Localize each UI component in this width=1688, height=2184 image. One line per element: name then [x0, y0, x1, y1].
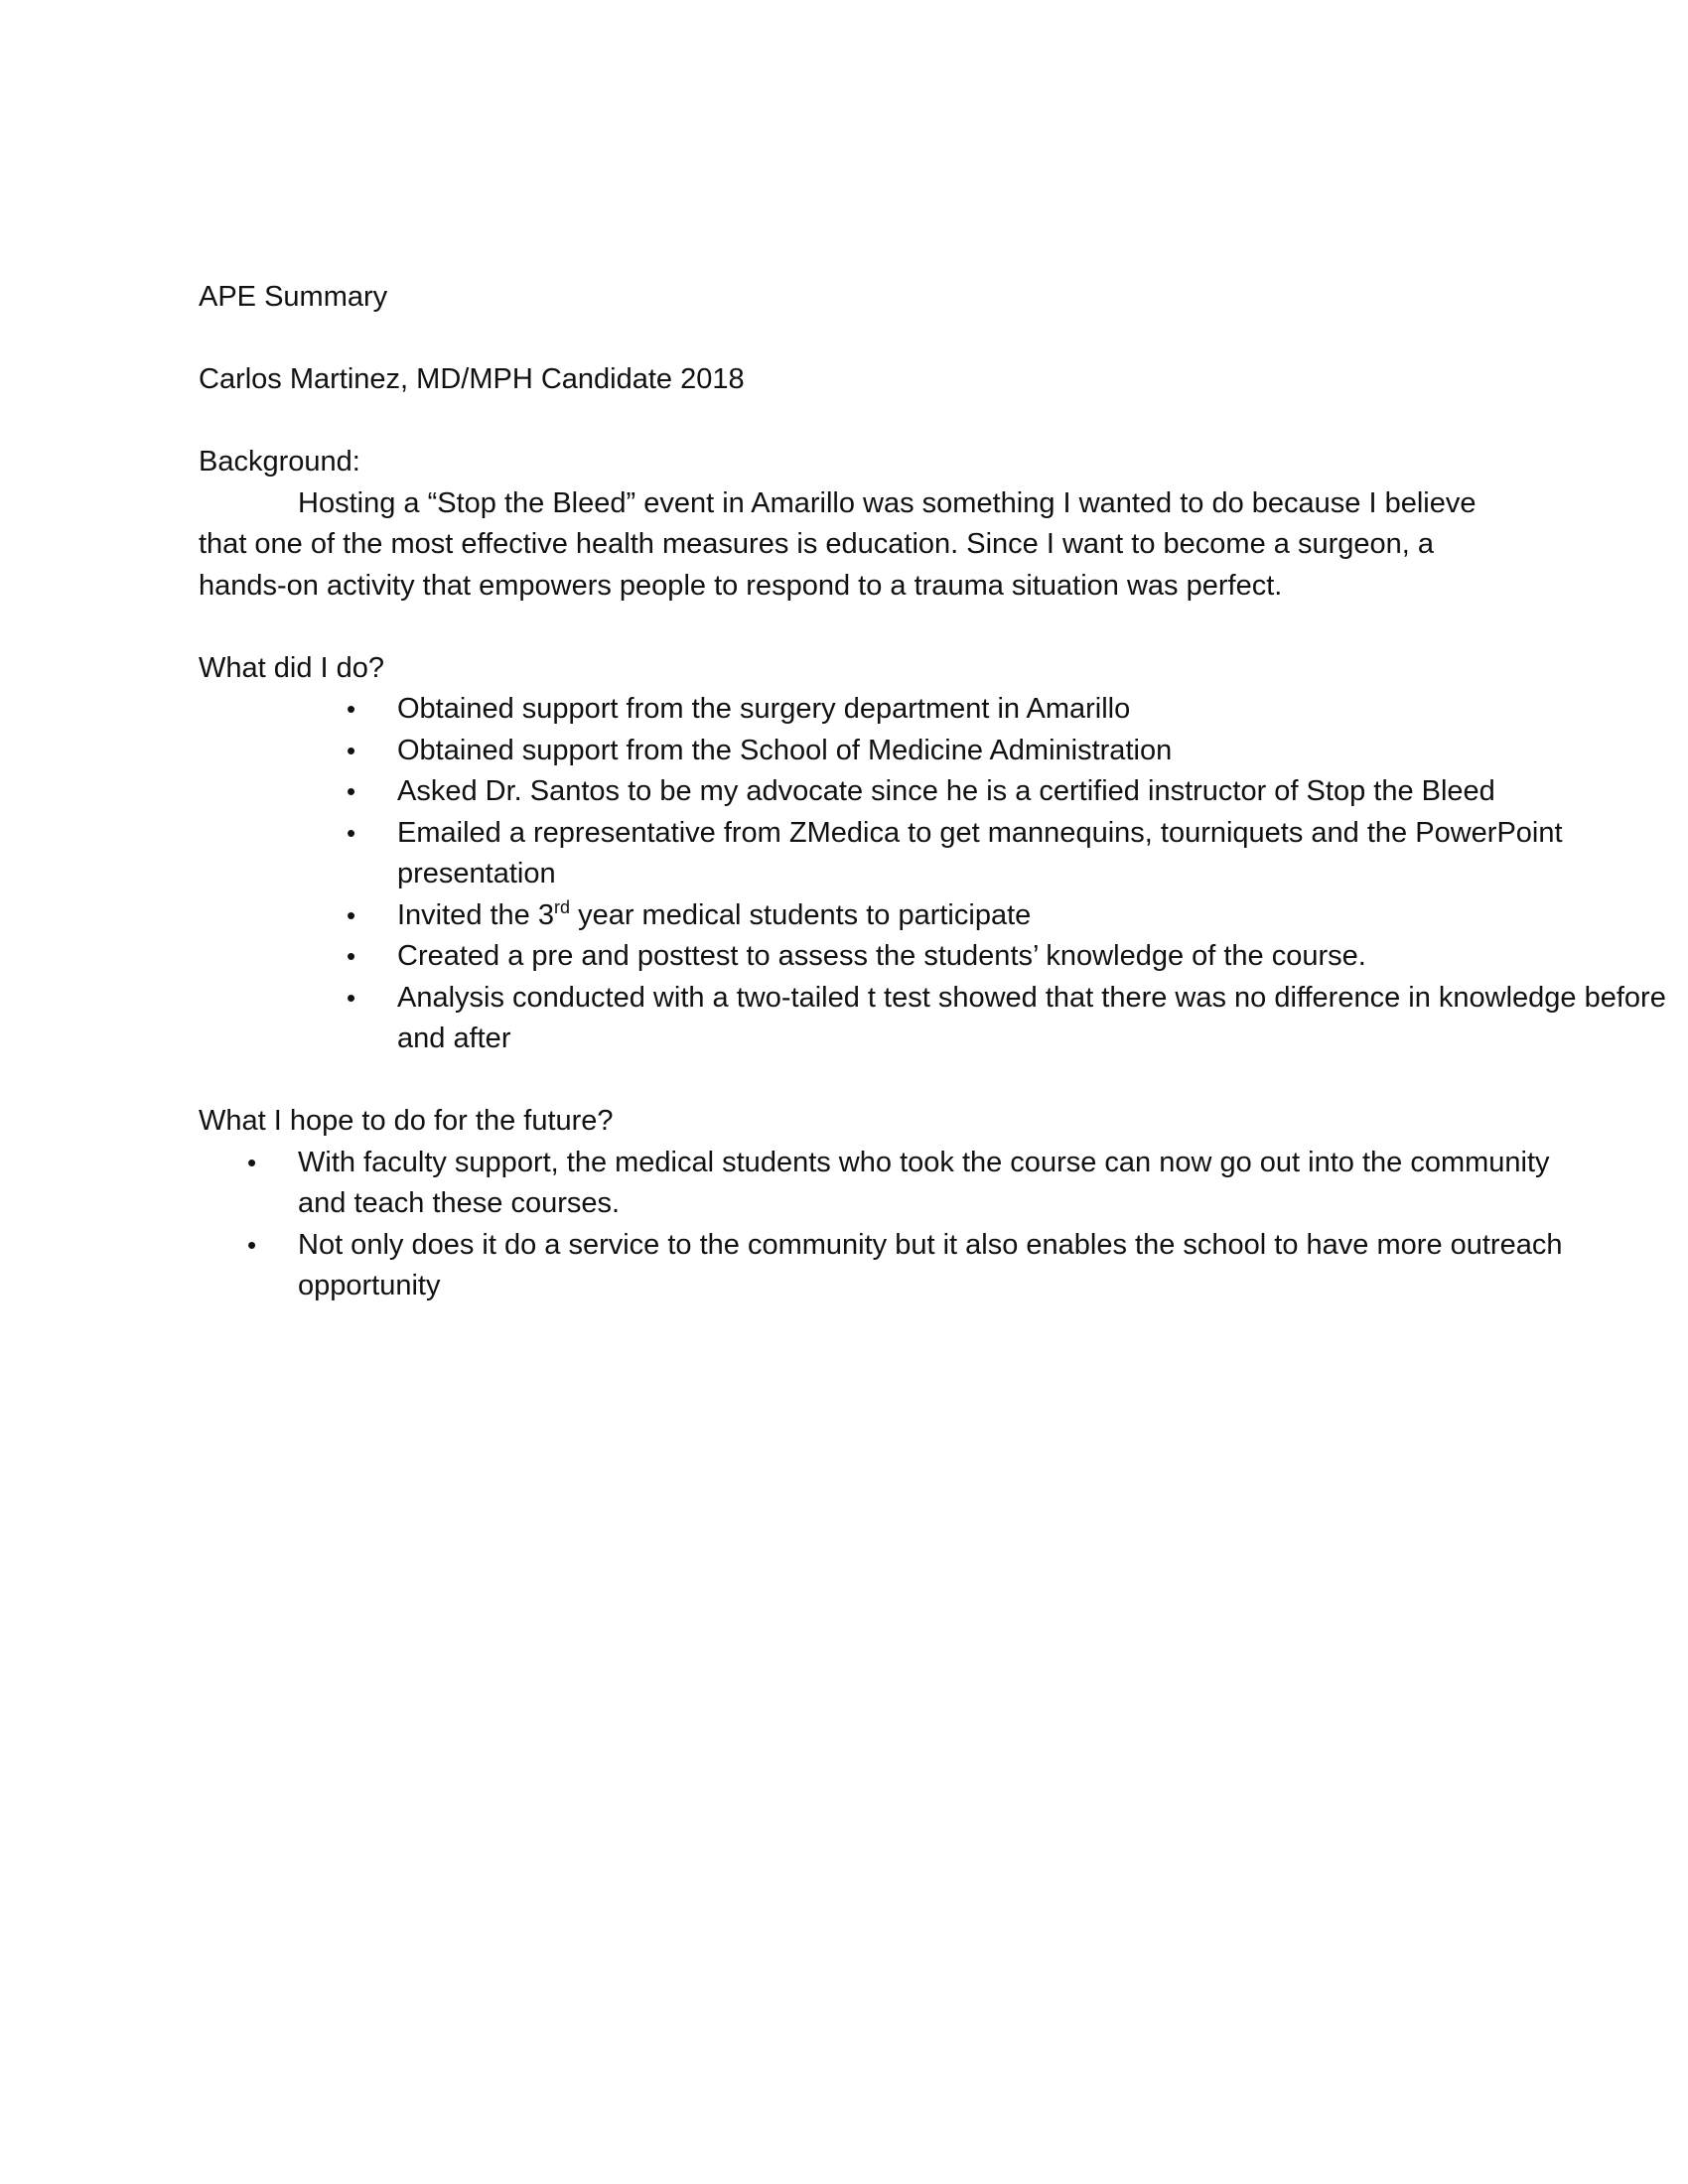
list-item	[199, 978, 1668, 1060]
bullet-icon: •	[347, 776, 356, 806]
list-item	[199, 731, 1668, 772]
ordinal-suffix: rd	[554, 896, 571, 917]
list-item-text: Asked Dr. Santos to be my advocate since he is a certified instructor of Stop the Bleed	[397, 775, 1495, 807]
list-item-text-end: year medical students to participate	[570, 898, 1032, 931]
list-item-text	[397, 896, 1032, 931]
what-did-i-do-heading: What did I do?	[199, 651, 384, 684]
list-item	[199, 895, 1668, 937]
list-item-text: Emailed a representative from ZMedica to get mannequins, tourniquets and the PowerPoint presentation	[397, 816, 1563, 889]
author-line: Carlos Martinez, MD/MPH Candidate 2018	[199, 363, 745, 395]
bullet-icon: •	[347, 817, 356, 848]
document-title: APE Summary	[199, 281, 388, 313]
list-item-text: Obtained support from the surgery department in Amarillo	[397, 693, 1131, 725]
list-item-text: Analysis conducted with a two-tailed t test showed that there was no difference in knowledge before and after	[397, 981, 1666, 1054]
list-item	[199, 689, 1668, 731]
background-paragraph: Hosting a “Stop the Bleed” event in Amarillo was something I wanted to do because I believe that one of the most effective health measures is education. Since I want to become a surgeon, a hands-on activity that empowers people to respond to a trauma situation was perfect.	[199, 486, 1477, 602]
future-heading: What I hope to do for the future?	[199, 1105, 614, 1137]
bullet-icon: •	[347, 941, 356, 971]
list-item-text: Obtained support from the School of Medicine Administration	[397, 734, 1173, 766]
future-list	[199, 1143, 1563, 1307]
list-item	[199, 936, 1668, 978]
list-item	[199, 1225, 1589, 1307]
spacer	[199, 401, 1489, 443]
list-item-text: Not only does it do a service to the community but it also enables the school to have more outreach opportunity	[298, 1228, 1563, 1301]
bullet-icon: •	[347, 735, 356, 765]
bullet-icon: •	[347, 982, 356, 1013]
spacer	[199, 1060, 1489, 1102]
bullet-icon: •	[347, 899, 356, 930]
list-item	[199, 771, 1668, 813]
bullet-icon: •	[247, 1147, 257, 1177]
spacer	[199, 607, 1489, 648]
document-body	[199, 277, 1666, 1307]
spacer	[199, 319, 1489, 360]
bullet-icon: •	[347, 694, 356, 724]
what-did-i-do-list	[199, 689, 1666, 1060]
list-item	[199, 1143, 1589, 1225]
list-item-text-start: Invited the 3	[397, 898, 554, 931]
bullet-icon: •	[247, 1229, 257, 1260]
list-item	[199, 813, 1668, 895]
background-heading: Background:	[199, 446, 360, 478]
list-item-text: With faculty support, the medical students who took the course can now go out into the community and teach these courses.	[298, 1146, 1550, 1219]
list-item-text: Created a pre and posttest to assess the students’ knowledge of the course.	[397, 940, 1366, 972]
